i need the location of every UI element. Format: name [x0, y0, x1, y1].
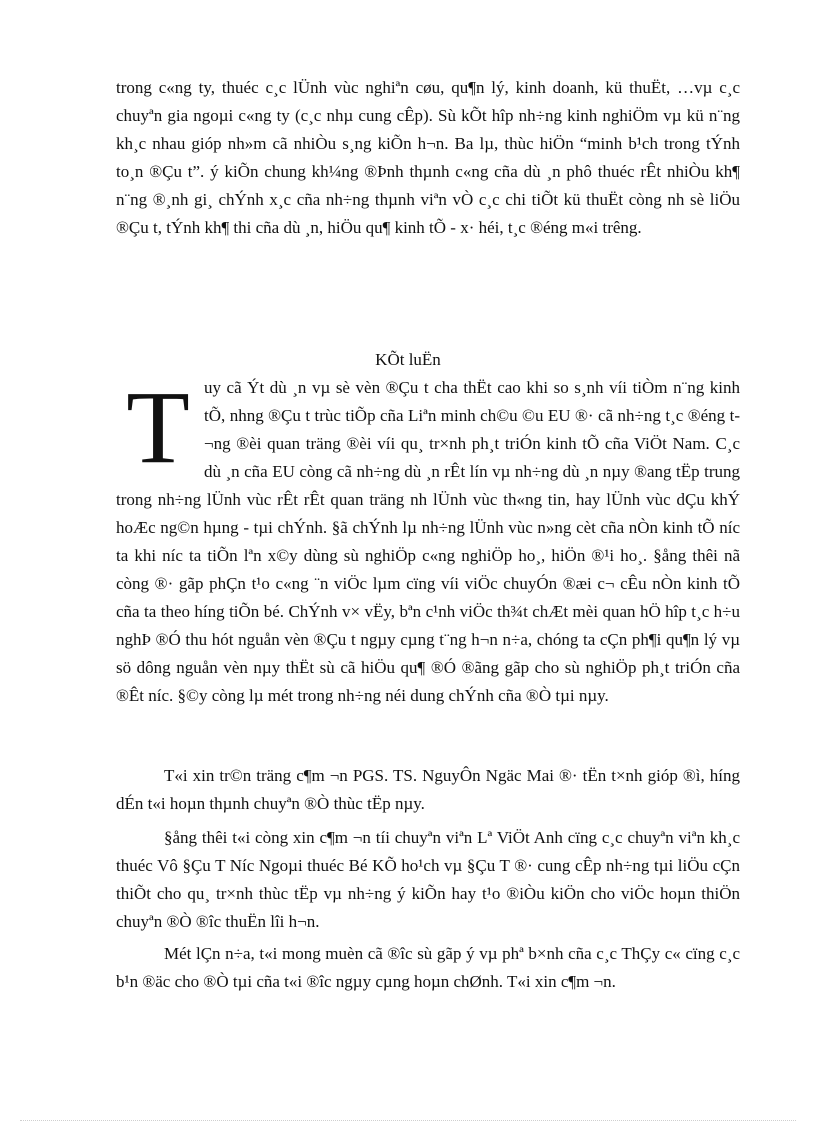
section-heading: KÕt luËn	[375, 350, 441, 369]
intro-paragraph: trong c«ng ty, thuéc c¸c lÜnh vùc nghiªn cøu, qu¶n lý, kinh doanh, kü thuËt, …vµ c¸c chuyªn gia ngoµi c«ng ty (c¸c nhµ cung cÊp). Sù kÕt hîp nh÷ng kinh nghiÖm vµ kü n¨ng kh¸c nhau gióp nh»m cã nhiÒu s¸ng kiÕn h¬n. Ba lµ, thùc hiÖn “minh b¹ch trong tÝnh to¸n ®Çu t”. ý kiÕn chung kh¼ng ®Þnh thµnh c«ng cña dù ¸n phô thuéc rÊt nhiÒu kh¶ n¨ng ®¸nh gi¸ chÝnh x¸c cña nh÷ng thµnh viªn vÒ c¸c chi tiÕt kü thuËt còng nh sè liÖu ®Çu t, tÝnh kh¶ thi cña dù ¸n, hiÖu qu¶ kinh tÕ - x· héi, t¸c ®éng m«i trêng.	[116, 78, 740, 237]
conclusion-paragraph: uy cã Ýt dù ¸n vµ sè vèn ®Çu t cha thËt cao khi so s¸nh víi tiÒm n¨ng kinh tÕ, nhng ®Çu t trùc tiÕp cña Liªn minh ch©u ©u EU ®· cã nh÷ng t¸c ®éng t¬ng ®èi quan träng ®èi víi qu¸ tr×nh ph¸t triÓn kinh tÕ cña ViÖt Nam. C¸c dù ¸n cña EU còng cã nh÷ng dù ¸n rÊt lín vµ nh÷ng dù ¸n nµy ®ang tËp trung trong nh÷ng lÜnh vùc rÊt rÊt quan träng nh lÜnh vùc th«ng tin, hay lÜnh vùc dÇu khÝ hoÆc ng©n hµng - tµi chÝnh. §ã chÝnh lµ nh÷ng lÜnh vùc n»ng cèt cña nÒn kinh tÕ níc ta khi níc ta tiÕn lªn x©y dùng sù nghiÖp c«ng nghiÖp ho¸, hiÖn ®¹i ho¸. §ång thêi nã còng ®· gãp phÇn t¹o c«ng ¨n viÖc lµm cïng víi viÖc chuyÓn ®æi c¬ cÊu nÒn kinh tÕ cña ta theo híng tiÕn bé. ChÝnh v× vËy, bªn c¹nh viÖc th¾t chÆt mèi quan hÖ hîp t¸c h÷u nghÞ ®Ó thu hót nguån vèn ®Çu t ngµy cµng t¨ng h¬n n÷a, chóng ta cÇn ph¶i qu¶n lý vµ sö dông nguån vèn nµy thËt sù cã hiÖu qu¶ ®Ó ®ãng gãp cho sù nghiÖp ph¸t triÓn cña ®Êt níc. §©y còng lµ mét trong nh÷ng néi dung chÝnh cña ®Ò tµi nµy.	[116, 378, 740, 705]
thanks-paragraph-advisor: T«i xin tr©n träng c¶m ¬n PGS. TS. NguyÔn Ngäc Mai ®· tËn t×nh gióp ®ì, híng dÉn t«i hoµn thµnh chuyªn ®Ò thùc tËp nµy.	[116, 766, 740, 813]
drop-cap-letter: T	[126, 370, 190, 485]
thanks-paragraph-closing: Mét lÇn n÷a, t«i mong muèn cã ®îc sù gãp ý vµ phª b×nh cña c¸c ThÇy c« cïng c¸c b¹n ®äc cho ®Ò tµi cña t«i ®îc ngµy cµng hoµn chØnh. T«i xin c¶m ¬n.	[116, 944, 740, 991]
thanks-paragraph-colleagues: §ång thêi t«i còng xin c¶m ¬n tíi chuyªn viªn Lª ViÖt Anh cïng c¸c chuyªn viªn kh¸c thuéc Vô §Çu T Níc Ngoµi thuéc Bé KÕ ho¹ch vµ §Çu T ®· cung cÊp nh÷ng tµi liÖu cÇn thiÕt cho qu¸ tr×nh thùc tËp vµ nh÷ng ý kiÕn hay t¹o ®iÒu kiÖn cho viÖc hoµn thiÖn chuyªn ®Ò ®îc thuËn lîi h¬n.	[116, 828, 740, 931]
conclusion-block	[116, 370, 740, 710]
footer-divider	[20, 1120, 796, 1121]
